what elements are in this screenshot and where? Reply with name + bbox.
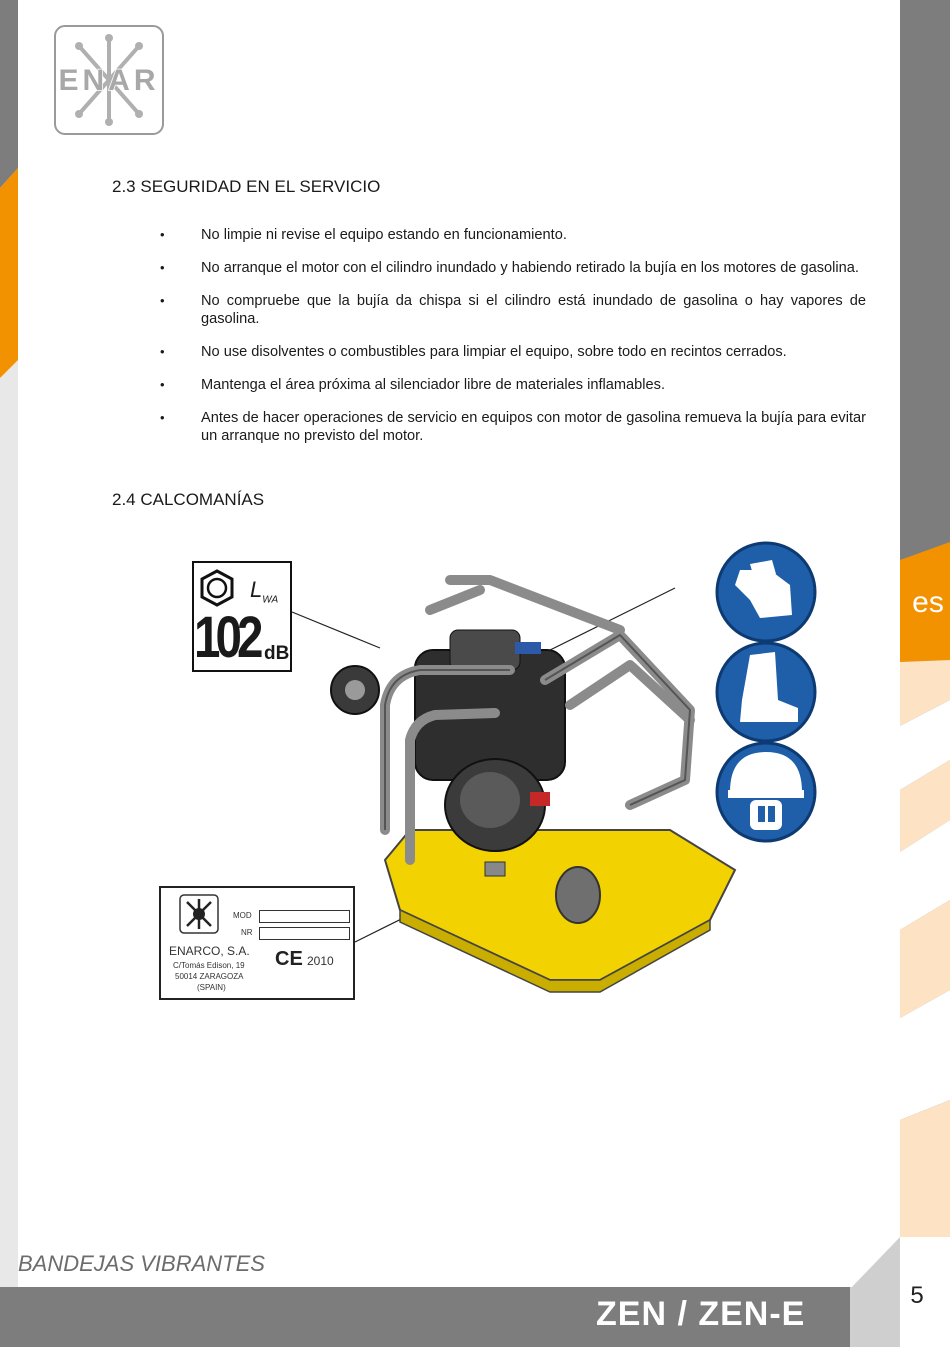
footer-bar xyxy=(0,1287,950,1347)
mod-label: MOD xyxy=(233,911,252,920)
list-item-text: Mantenga el área próxima al silenciador libre de materiales inflamables. xyxy=(201,377,665,393)
list-item xyxy=(160,409,866,445)
list-item-text: No use disolventes o combustibles para limpiar el equipo, sobre todo en recintos cerrados. xyxy=(201,344,787,360)
plate-year: 2010 xyxy=(307,954,334,968)
enar-logo xyxy=(53,24,165,136)
enar-plate-logo xyxy=(179,894,219,934)
ce-mark: CE xyxy=(275,948,303,970)
list-item xyxy=(160,343,866,361)
mod-field xyxy=(259,910,350,923)
noise-symbol-subscript: WA xyxy=(262,594,279,606)
footer-corner-tab xyxy=(850,1237,900,1289)
noise-symbol-letter: L xyxy=(250,577,263,602)
footer-model: ZEN / ZEN-E xyxy=(596,1295,806,1333)
bullet: • xyxy=(160,227,165,242)
bullet: • xyxy=(160,260,165,275)
page-number: 5 xyxy=(910,1282,924,1309)
safety-boot-icon xyxy=(717,643,815,741)
identification-plate-decal xyxy=(159,886,355,1000)
nr-label: NR xyxy=(241,928,253,937)
safety-list xyxy=(160,226,866,460)
logo-text: ENAR xyxy=(58,64,160,97)
ear-protection-icon xyxy=(200,569,234,607)
list-item xyxy=(160,226,866,244)
bullet: • xyxy=(160,410,165,425)
list-item-text: No compruebe que la bujía da chispa si el cilindro está inundado de gasolina o hay vapores de gasolina. xyxy=(201,293,866,327)
nr-field xyxy=(259,927,350,940)
list-item-text: No arranque el motor con el cilindro inundado y habiendo retirado la bujía en los motores de gasolina. xyxy=(201,260,859,276)
list-item-text: Antes de hacer operaciones de servicio en equipos con motor de gasolina remueva la bujía para evitar un arranque no previsto del motor. xyxy=(201,410,866,444)
footer-title: BANDEJAS VIBRANTES xyxy=(18,1251,265,1276)
section-heading-seguridad: 2.3 SEGURIDAD EN EL SERVICIO xyxy=(112,177,381,196)
helmet-ear-protection-icon xyxy=(717,743,815,841)
noise-unit: dB xyxy=(264,643,290,664)
section-heading-calcomanias: 2.4 CALCOMANÍAS xyxy=(112,490,265,509)
bullet: • xyxy=(160,293,165,308)
noise-value: 102 xyxy=(194,605,259,670)
list-item xyxy=(160,259,866,277)
plate-address-street: C/Tomás Edison, 19 xyxy=(173,961,245,970)
list-item xyxy=(160,292,866,328)
plate-address-country: (SPAIN) xyxy=(197,983,226,992)
left-decorative-band xyxy=(0,0,18,1347)
noise-symbol xyxy=(250,577,278,605)
language-tab[interactable]: es xyxy=(912,586,944,619)
plate-company: ENARCO, S.A. xyxy=(169,944,250,958)
noise-level-decal xyxy=(192,561,292,672)
bullet: • xyxy=(160,377,165,392)
right-decorative-band xyxy=(900,0,950,1347)
plate-address-city: 50014 ZARAGOZA xyxy=(175,972,244,981)
gloves-icon xyxy=(717,543,815,641)
list-item-text: No limpie ni revise el equipo estando en funcionamiento. xyxy=(201,227,567,243)
list-item xyxy=(160,376,866,394)
bullet: • xyxy=(160,344,165,359)
